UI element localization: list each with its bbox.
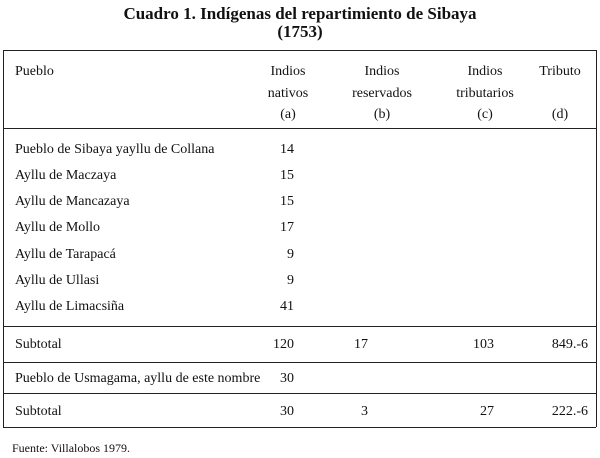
row-pueblo: Pueblo de Usmagama, ayllu de este nombre (15, 371, 261, 386)
col-header-tributarios-3: (c) (477, 107, 493, 122)
subtotal-nativos: 30 (280, 404, 294, 419)
row-pueblo: Ayllu de Ullasi (15, 273, 100, 288)
row-pueblo: Ayllu de Limacsiña (15, 299, 125, 314)
group-divider (3, 362, 596, 363)
col-header-reservados-1: Indios (364, 64, 400, 79)
source-note: Fuente: Villalobos 1979. (12, 441, 131, 455)
subtotal-tributo: 849.-6 (551, 337, 588, 352)
table-bottom-border (3, 427, 596, 428)
subtotal-reservados: 3 (361, 404, 368, 419)
row-pueblo: Ayllu de Tarapacá (15, 247, 116, 262)
row-nativos: 14 (280, 142, 294, 157)
row-pueblo: Ayllu de Mancazaya (15, 194, 130, 209)
table-year: (1753) (277, 22, 323, 41)
subtotal-divider (3, 326, 596, 327)
subtotal-label: Subtotal (15, 337, 62, 352)
col-header-tributarios-2: tributarios (456, 86, 514, 101)
col-header-tributarios-1: Indios (467, 64, 503, 79)
header-divider (3, 128, 596, 129)
col-header-nativos-3: (a) (280, 107, 296, 122)
col-header-nativos-2: nativos (267, 86, 309, 101)
col-header-reservados-2: reservados (352, 86, 412, 101)
table-top-border (3, 50, 596, 51)
col-header-nativos-1: Indios (270, 64, 306, 79)
subtotal2-divider (3, 393, 596, 394)
row-pueblo: Pueblo de Sibaya yayllu de Collana (15, 142, 215, 157)
row-nativos: 17 (280, 220, 294, 235)
row-pueblo: Ayllu de Mollo (15, 220, 101, 235)
col-header-tributo-1: Tributo (539, 64, 581, 79)
col-header-tributo-2: (d) (551, 107, 569, 122)
row-nativos: 30 (280, 371, 294, 386)
row-nativos: 41 (280, 299, 294, 314)
subtotal-tributo: 222.-6 (551, 404, 588, 419)
col-header-pueblo: Pueblo (15, 64, 54, 79)
table-left-border (3, 50, 4, 427)
row-nativos: 15 (280, 168, 294, 183)
subtotal-tributarios: 103 (473, 337, 494, 352)
row-nativos: 9 (287, 247, 294, 262)
subtotal-nativos: 120 (273, 337, 294, 352)
col-header-reservados-3: (b) (373, 107, 391, 122)
row-nativos: 15 (280, 194, 294, 209)
row-nativos: 9 (287, 273, 294, 288)
subtotal-label: Subtotal (15, 404, 62, 419)
row-pueblo: Ayllu de Maczaya (15, 168, 117, 183)
subtotal-reservados: 17 (354, 337, 368, 352)
table-title: Cuadro 1. Indígenas del repartimiento de Sibaya (123, 4, 477, 23)
subtotal-tributarios: 27 (480, 404, 494, 419)
